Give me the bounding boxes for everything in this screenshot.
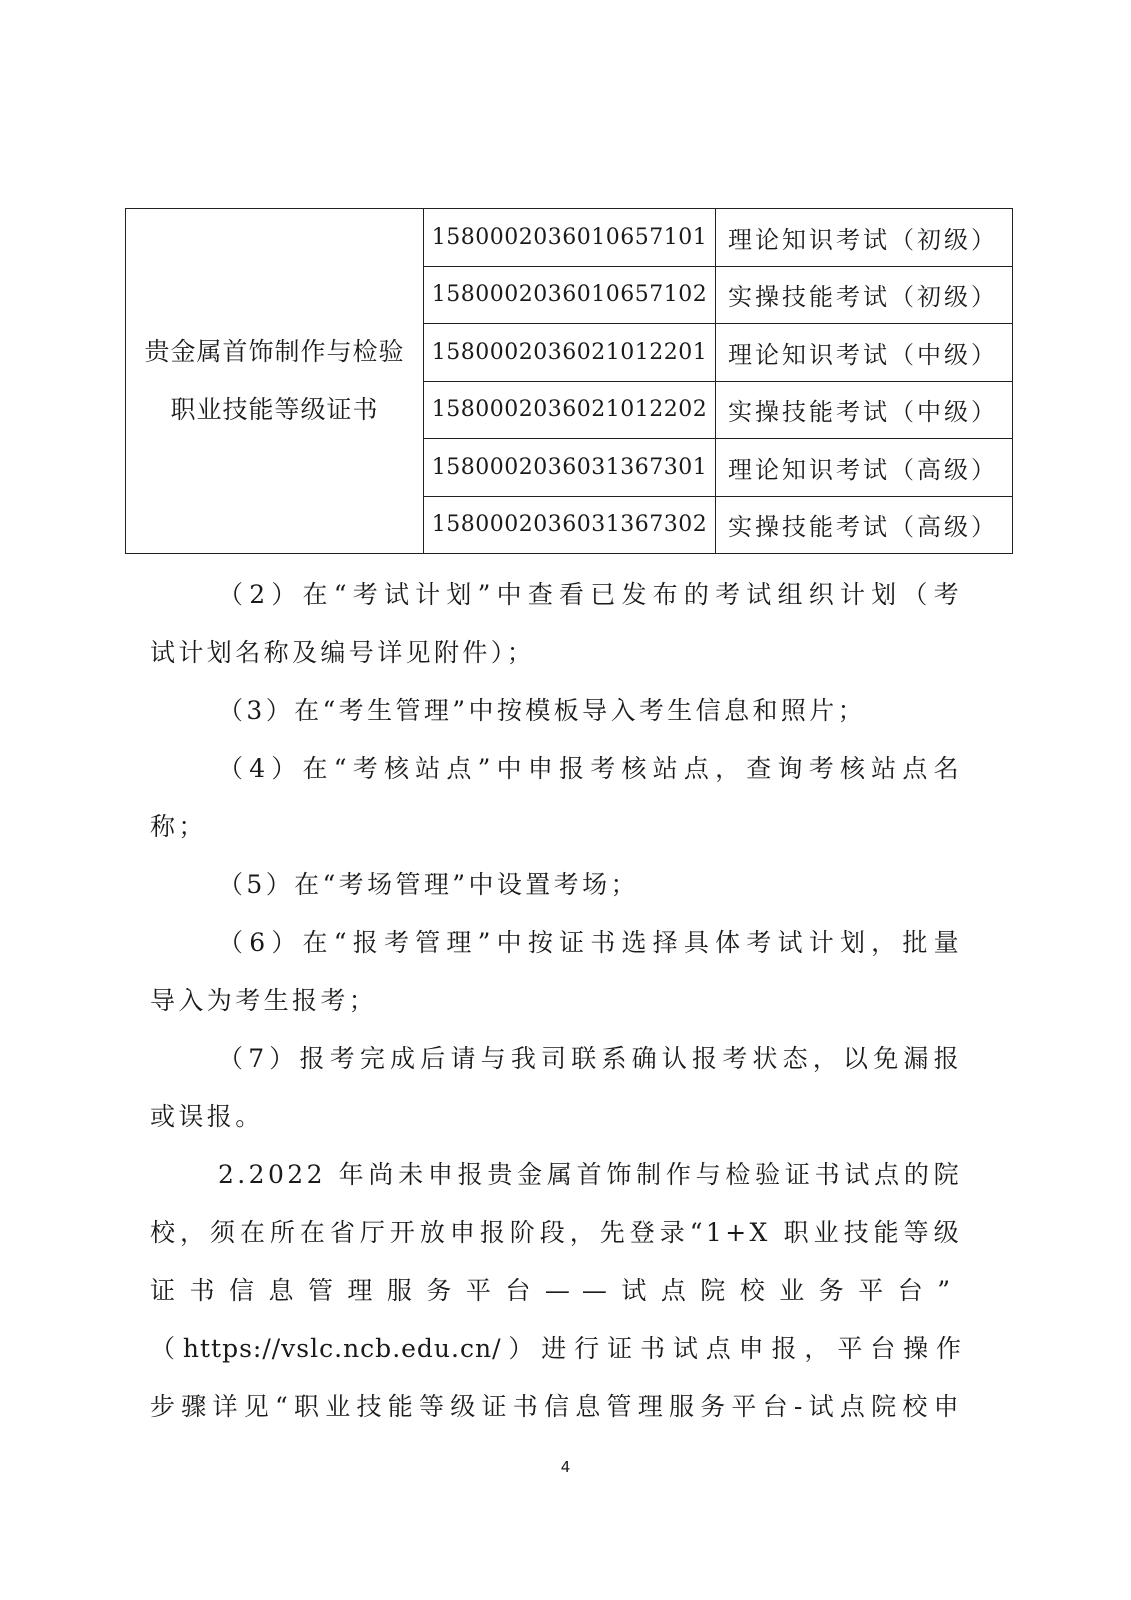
text-line: （7）报考完成后请与我司联系确认报考状态，以免漏报 — [218, 1044, 962, 1073]
paragraph-step-6 — [150, 914, 962, 1030]
exam-type-cell: 实操技能考试（中级） — [716, 381, 1013, 439]
text-line: （4）在“考核站点”中申报考核站点，查询考核站点名 — [218, 754, 962, 783]
table-row — [126, 209, 1013, 267]
page-number: 4 — [560, 1458, 571, 1476]
exam-type-cell: 实操技能考试（初级） — [716, 266, 1013, 324]
exam-type-cell: 实操技能考试（高级） — [716, 496, 1013, 554]
text-line: 步骤详见“职业技能等级证书信息管理服务平台-试点院校申 — [150, 1392, 962, 1421]
text-line: 称； — [150, 812, 207, 841]
exam-type-cell: 理论知识考试（中级） — [716, 324, 1013, 382]
paragraph-step-4 — [150, 740, 962, 856]
text-line: （2）在“考试计划”中查看已发布的考试组织计划（考 — [218, 580, 962, 609]
text-line: 试计划名称及编号详见附件）； — [150, 638, 536, 667]
paragraph-step-2 — [150, 566, 962, 682]
text-line: （https://vslc.ncb.edu.cn/）进行证书试点申报，平台操作 — [150, 1334, 962, 1363]
text-line: 或误报。 — [150, 1102, 264, 1131]
certificate-name-line: 贵金属首饰制作与检验 — [144, 337, 405, 366]
text-line: （6）在“报考管理”中按证书选择具体考试计划，批量 — [218, 928, 962, 957]
certificate-exam-table — [125, 208, 1013, 554]
exam-type-cell: 理论知识考试（初级） — [716, 209, 1013, 267]
exam-code-cell: 1580002036010657102 — [424, 266, 716, 324]
exam-code-cell: 1580002036021012202 — [424, 381, 716, 439]
paragraph-step-5 — [150, 856, 962, 914]
exam-type-cell: 理论知识考试（高级） — [716, 439, 1013, 497]
exam-code-cell: 1580002036031367301 — [424, 439, 716, 497]
text-line: 证书信息管理服务平台——试点院校业务平台” — [150, 1276, 962, 1305]
exam-code-cell: 1580002036021012201 — [424, 324, 716, 382]
exam-code-cell: 1580002036010657101 — [424, 209, 716, 267]
text-line: 2.2022 年尚未申报贵金属首饰制作与检验证书试点的院 — [218, 1160, 962, 1189]
text-line: 导入为考生报考； — [150, 986, 378, 1015]
body-text — [150, 566, 962, 1436]
paragraph-section-2 — [150, 1146, 962, 1436]
certificate-name-cell — [126, 209, 424, 554]
text-line: （3）在“考生管理”中按模板导入考生信息和照片； — [218, 696, 867, 725]
text-line: （5）在“考场管理”中设置考场； — [218, 870, 639, 899]
paragraph-step-7 — [150, 1030, 962, 1146]
certificate-name-line: 职业技能等级证书 — [170, 395, 379, 424]
text-line: 校，须在所在省厅开放申报阶段，先登录“1+X 职业技能等级 — [150, 1218, 962, 1247]
exam-code-cell: 1580002036031367302 — [424, 496, 716, 554]
paragraph-step-3 — [150, 682, 962, 740]
